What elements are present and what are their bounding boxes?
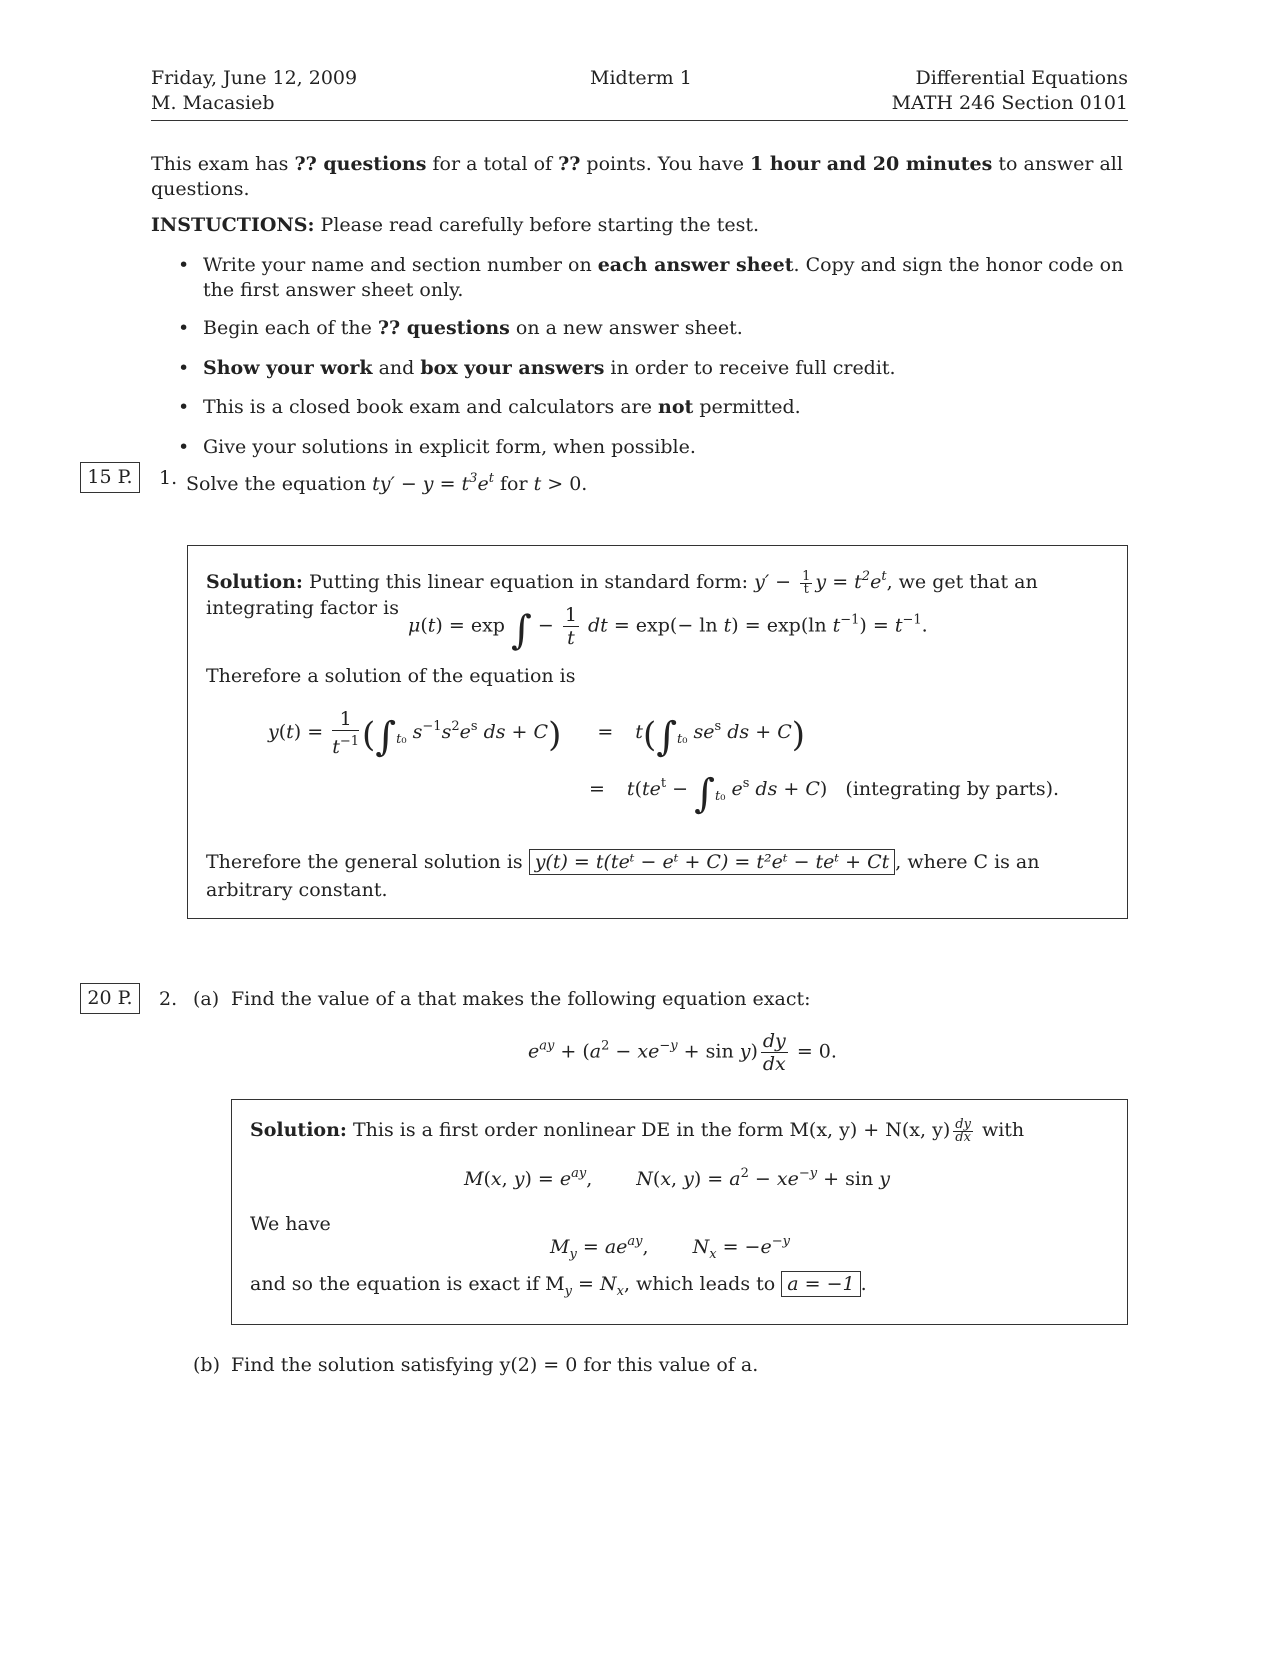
solution-text: This is a first order nonlinear DE in the form M(x, y) + N(x, y) [346,1119,951,1141]
part-a-label: (a) [193,988,220,1010]
question-text-part: for [493,473,534,495]
exam-intro [151,152,1128,202]
intro-text: points. You have [580,153,750,175]
intro-time: 1 hour and 20 minutes [749,153,993,175]
item-text: Write your name and section number on [203,254,598,276]
list-item [178,316,1128,341]
course-name: Differential Equations [915,67,1128,89]
solution-intro: Solution: Putting this linear equation in standard form: y′ − $\frac{1}{t}$ $y = t^2e^t$, we get that an integrating factor is [206,568,1038,619]
part-b-text: Find the solution satisfying y(2) = 0 for this value of a. [231,1354,759,1376]
item-text: Begin each of the [203,317,378,339]
item-text: This is a closed book exam and calculators are [203,396,659,418]
m-n-definitions: M(x, $y) = e^{ay}$, N(x, $y) = a^2 - xe^{-y} + \sin y$ [464,1166,890,1190]
partial-derivatives: $M_y = ae^{ay}$, $N_x = -e^{-y}$ [550,1234,790,1262]
solution-text: Therefore the general solution is [206,851,529,873]
solution-text: , where C is an arbitrary constant. [206,851,1040,901]
list-item [178,253,1128,303]
boxed-answer: y(t) = t(teᵗ − eᵗ + C) = t²eᵗ − teᵗ + Ct [529,849,896,875]
item-text: in order to receive full credit. [604,357,896,379]
question-number: 2. [159,988,178,1010]
general-solution [206,848,1106,904]
item-text: permitted. [693,396,801,418]
exact-equation: $e^{ay} + (a^2 - xe^{-y} + \sin y)$ $\frac{dy}{dx}$ = 0. [528,1030,837,1075]
question-text: Solve the equation $ty' - y = t^3e^t$ for t > 0. [186,471,588,495]
header-left [151,66,357,116]
part-b-label: (b) [193,1354,220,1376]
solution-text: Putting this linear equation in standard form: [302,571,755,593]
author-name: M. Macasieb [151,92,275,114]
solution-box [187,545,1128,919]
integrating-factor-equation: μ(t) = exp ∫ − $\frac{1}{t}$ dt = exp(− ln t) = exp(ln $t^{-1}) = t^{-1}$. [408,604,928,654]
exam-date: Friday, June 12, 2009 [151,67,358,89]
solution-therefore: Therefore a solution of the equation is [206,665,576,687]
item-text: and [372,357,421,379]
item-bold: not [658,396,694,418]
solution-text: and so the equation is exact if M [250,1273,565,1295]
solution-label: Solution: [206,571,303,593]
list-item-text [203,395,1128,420]
bullet-icon: • [178,357,190,379]
intro-questions: ?? questions [294,153,427,175]
solution-note: (integrating by parts). [845,778,1060,800]
item-bold: Show your work [203,357,373,379]
solution-text: , which leads to [623,1273,782,1295]
instructions-text: Please read carefully before starting the test. [314,214,760,236]
list-item-text [203,435,1128,460]
we-have-text: We have [250,1213,331,1235]
bullet-icon: • [178,396,190,418]
list-item-text [203,316,1128,341]
intro-points: ?? [558,153,581,175]
item-bold: each answer sheet [597,254,794,276]
solution-equation-line-2: = $t(te^t - \int_{t_0}$ $e^s$ ds + C) (integrating by parts). [589,771,1060,817]
part-a-text: Find the value of a that makes the following equation exact: [231,988,811,1010]
exam-title: Midterm 1 [590,67,692,89]
intro-text: This exam has [151,153,295,175]
question-text-part: Solve the equation [186,473,373,495]
exactness-conclusion: and so the equation is exact if $M_y = N_x$, which leads to a = −1 . [250,1273,867,1299]
intro-text: for a total of [426,153,559,175]
item-bold: box your answers [420,357,605,379]
question-number: 1. [159,467,178,489]
bullet-icon: • [178,254,190,276]
course-section: MATH 246 Section 0101 [891,92,1128,114]
solution-text: with [975,1119,1025,1141]
solution-box [231,1099,1128,1325]
bullet-icon: • [178,436,190,458]
intro-text: to answer all questions. [151,153,1123,200]
instructions-heading [151,213,759,238]
solution-text: , we get that an integrating factor is [206,571,1038,619]
solution-label: Solution: [250,1119,347,1141]
instructions-label: INSTUCTIONS: [151,214,315,236]
header-right [892,66,1128,116]
item-text: . Copy and sign the honor code on the first answer sheet only. [203,254,1124,301]
item-bold: ?? questions [377,317,510,339]
list-item-text [203,356,1128,381]
question-points-box: 15 P. [80,462,140,493]
list-item [178,356,1128,381]
question-text-part: > 0. [541,473,588,495]
bullet-icon: • [178,317,190,339]
question-points-box: 20 P. [80,983,140,1014]
list-item [178,435,1128,460]
solution-intro: Solution: This is a first order nonlinear DE in the form M(x, y) + N(x, y) $\frac{dy}{dx}$ with [250,1116,1025,1145]
solution-equation-line-1: y(t) = $\frac{1}{t^{-1}}$ ($\int_{t_0}$ $s^{-1}s^2e^s$ ds + $C) = t(\int_{t_0}$ $se^s$ ds + C) [268,708,805,760]
list-item-text [203,253,1128,303]
page-header [151,66,1128,121]
item-text: Give your solutions in explicit form, when possible. [203,436,696,458]
list-item [178,395,1128,420]
boxed-answer: a = −1 [781,1271,860,1297]
item-text: on a new answer sheet. [509,317,743,339]
